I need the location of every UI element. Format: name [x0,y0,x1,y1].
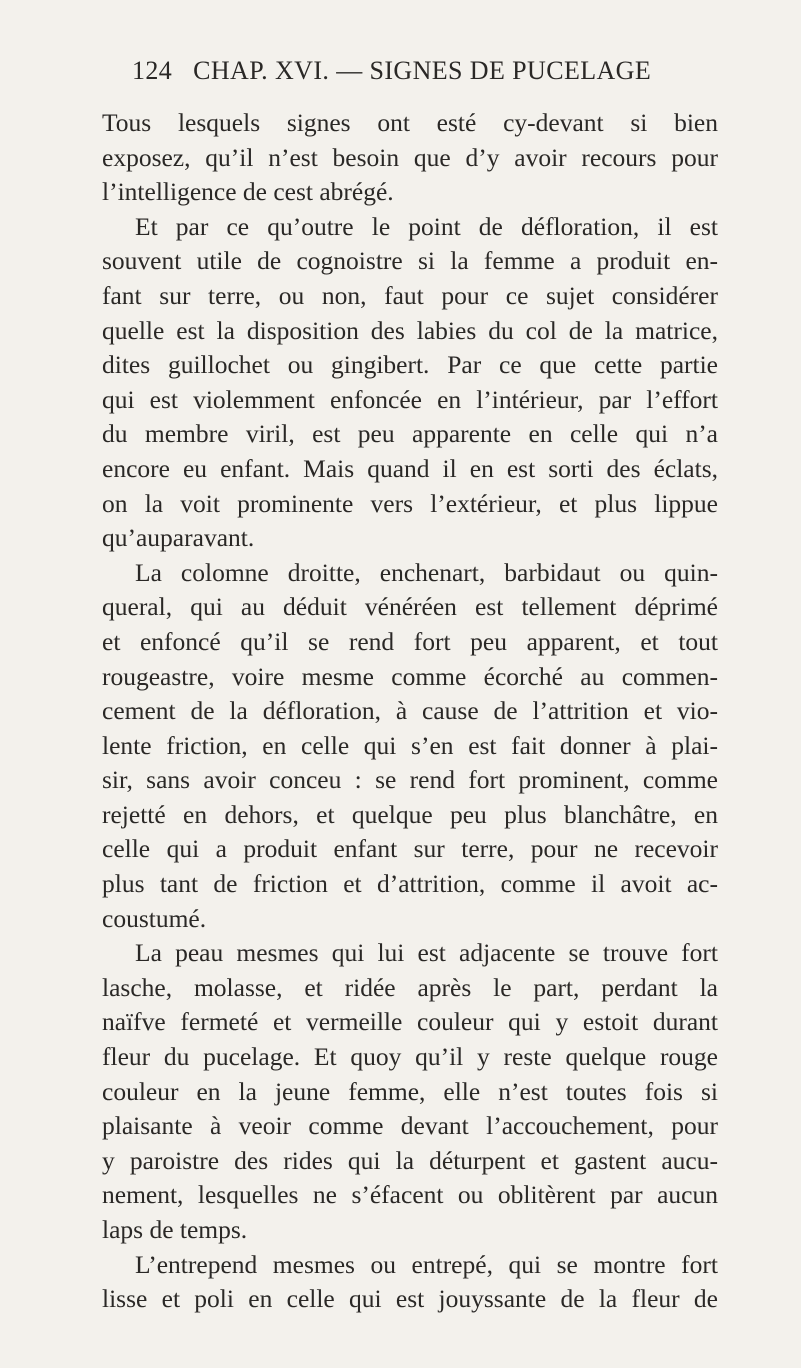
text-line: nement, lesquelles ne s’éfacent ou oblitèrent par aucun [102,1180,718,1210]
text-line: plus tant de friction et d’attrition, comme il avoit ac- [102,869,718,899]
text-line: rejetté en dehors, et quelque peu plus blanchâtre, en [102,799,718,829]
text-line: du membre viril, est peu apparente en celle qui n’a [102,419,718,449]
text-line: encore eu enfant. Mais quand il en est sorti des éclats, [102,453,718,483]
text-line: souvent utile de cognoistre si la femme a produit en- [102,246,718,276]
text-line: coustumé. [102,903,207,933]
text-line: exposez, qu’il n’est besoin que d’y avoir recours pour [102,142,718,172]
text-line: L’entrepend mesmes ou entrepé, qui se montre fort [135,1249,718,1279]
text-line: on la voit prominente vers l’extérieur, et plus lippue [102,488,718,518]
text-line: cement de la défloration, à cause de l’attrition et vio- [102,696,718,726]
text-line: rougeastre, voire mesme comme écorché au commen- [102,661,718,691]
text-line: qu’auparavant. [102,523,255,553]
text-line: lente friction, en celle qui s’en est fait donner à plai- [102,730,718,760]
running-header [132,56,652,86]
text-line: quelle est la disposition des labies du col de la matrice, [102,315,718,345]
text-line: y paroistre des rides qui la déturpent et gastent aucu- [102,1145,718,1175]
text-line: La peau mesmes qui lui est adjacente se trouve fort [135,938,718,968]
text-line: laps de temps. [102,1215,248,1244]
page-number: 124 [132,56,173,85]
text-line: La colomne droitte, enchenart, barbidaut ou quin- [135,557,718,587]
text-line: naïfve fermeté et vermeille couleur qui y estoit durant [102,1007,718,1037]
text-line: l’intelligence de cest abrégé. [102,177,394,207]
text-line: queral, qui au déduit vénéréen est tellement déprimé [102,592,718,622]
text-line: couleur en la jeune femme, elle n’est toutes fois si [102,1076,718,1106]
text-line: dites guillochet ou gingibert. Par ce que cette partie [102,350,718,380]
text-line: celle qui a produit enfant sur terre, pour ne recevoir [102,834,718,864]
running-title: CHAP. XVI. — SIGNES DE PUCELAGE [193,56,652,85]
text-line: qui est violemment enfoncée en l’intérieur, par l’effort [102,384,718,414]
text-line: lasche, molasse, et ridée après le part, perdant la [102,972,718,1002]
text-line: et enfoncé qu’il se rend fort peu apparent, et tout [102,626,718,656]
text-line: Et par ce qu’outre le point de défloration, il est [135,211,718,241]
text-line: plaisante à veoir comme devant l’accouchement, pour [102,1111,718,1141]
text-line: fleur du pucelage. Et quoy qu’il y reste quelque rouge [102,1042,718,1072]
text-line: Tous lesquels signes ont esté cy-devant si bien [102,108,718,137]
body-text [102,106,718,1317]
text-line: fant sur terre, ou non, faut pour ce sujet considérer [102,280,718,310]
text-line: sir, sans avoir conceu : se rend fort prominent, comme [102,765,718,795]
text-line: lisse et poli en celle qui est jouyssante de la fleur de [102,1284,718,1314]
